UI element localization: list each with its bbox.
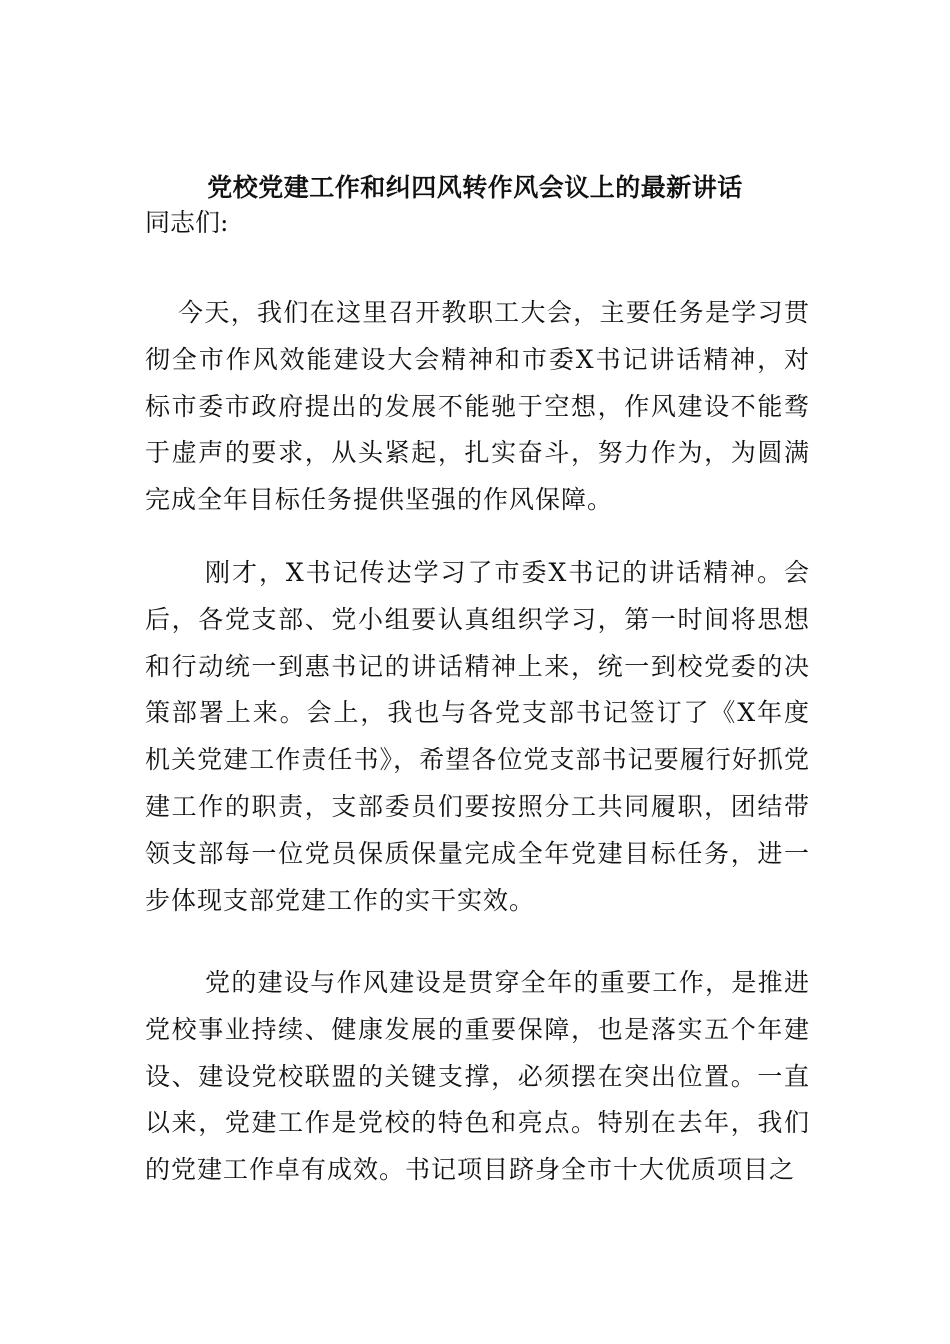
- salutation: 同志们:: [145, 208, 229, 237]
- document-title: 党校党建工作和纠四风转作风会议上的最新讲话: [207, 173, 743, 202]
- paragraph-2: 刚才，X书记传达学习了市委X书记的讲话精神。会后，各党支部、党小组要认真组织学习，第一时间将思想和行动统一到惠书记的讲话精神上来，统一到校党委的决策部署上来。会上，我也与各党支部书记签订了《X年度机关党建工作责任书》，希望各位党支部书记要履行好抓党建工作的职责，支部委员们要按照分工共同履职，团结带领支部每一位党员保质保量完成全年党建目标任务，进一步体现支部党建工作的实干实效。: [145, 558, 810, 915]
- paragraph-1: 今天，我们在这里召开教职工大会，主要任务是学习贯彻全市作风效能建设大会精神和市委X书记讲话精神，对标市委市政府提出的发展不能驰于空想，作风建设不能骛于虚声的要求，从头紧起，扎实奋斗，努力作为，为圆满完成全年目标任务提供坚强的作风保障。: [145, 298, 810, 515]
- paragraph-3: 党的建设与作风建设是贯穿全年的重要工作，是推进党校事业持续、健康发展的重要保障，也是落实五个年建设、建设党校联盟的关键支撑，必须摆在突出位置。一直以来，党建工作是党校的特色和亮点。特别在去年，我们的党建工作卓有成效。书记项目跻身全市十大优质项目之: [145, 968, 810, 1185]
